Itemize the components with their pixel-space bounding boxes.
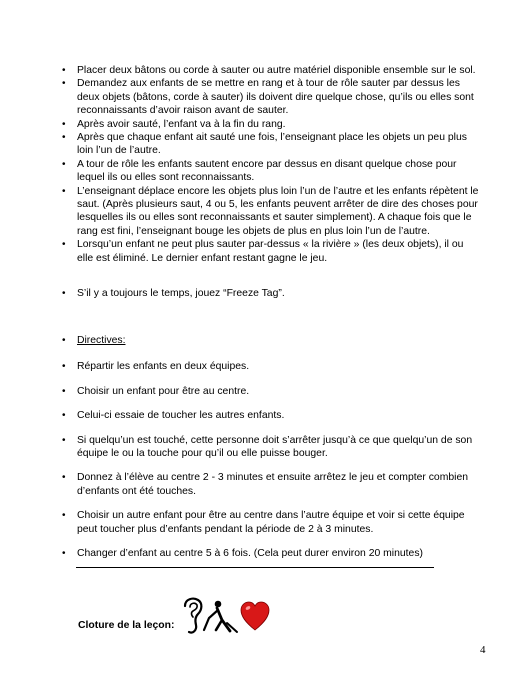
- directives-heading-item: [62, 334, 482, 347]
- list-item: • Changer d’enfant au centre 5 à 6 fois. (Cela peut durer environ 20 minutes): [62, 547, 482, 560]
- list-item: • Placer deux bâtons ou corde à sauter ou autre matériel disponible ensemble sur le sol.: [62, 64, 482, 77]
- list-item: • Si quelqu’un est touché, cette personne doit s’arrêter jusqu’à ce que quelqu’un de son équipe le ou la touche pour qu’il ou elle puisse bouger.: [62, 434, 482, 461]
- list-item: • Lorsqu’un enfant ne peut plus sauter par-dessus « la rivière » (les deux objets), il ou elle est éliminé. Le dernier enfant restant gagne le jeu.: [62, 238, 482, 265]
- extra-time-list: [62, 287, 482, 300]
- horizontal-divider: [76, 567, 434, 568]
- list-item: • Choisir un autre enfant pour être au centre dans l’autre équipe et voir si cette équipe peut toucher plus d’enfants pendant la période de 2 à 3 minutes.: [62, 509, 482, 536]
- ear-icon: [185, 599, 201, 633]
- list-item: • Donnez à l’élève au centre 2 - 3 minutes et ensuite arrêtez le jeu et compter combien d’enfants ont été touches.: [62, 471, 482, 498]
- directives-heading: Directives:: [77, 335, 126, 346]
- activity-steps-list: [62, 64, 482, 265]
- list-item: • S’il y a toujours le temps, jouez “Freeze Tag”.: [62, 287, 482, 300]
- list-item: • Après que chaque enfant ait sauté une fois, l’enseignant place les objets un peu plus loin l’un de l’autre.: [62, 131, 482, 158]
- list-item: • L’enseignant déplace encore les objets plus loin l’un de l’autre et les enfants répètent le saut. (Après plusieurs saut, 4 ou 5, les enfants peuvent arrêter de dire des choses pour lesquelles ils ou elles sont reconnaissants et sauter simplement). A chaque fois que le rang est fini, l’enseignant bouge les objets de plus en plus loin l’un de l’autre.: [62, 185, 482, 239]
- closing-label: Cloture de la leçon:: [78, 620, 175, 631]
- list-item: • Choisir un enfant pour être au centre.: [62, 385, 482, 398]
- list-item: • Après avoir sauté, l’enfant va à la fin du rang.: [62, 118, 482, 131]
- list-item: • Demandez aux enfants de se mettre en rang et à tour de rôle sauter par dessus les deux objets (bâtons, corde à sauter) ils doivent dire quelque chose, qu’ils ou elles sont reconnaissants d’avoir raison avant de sauter.: [62, 77, 482, 117]
- directives-list: [62, 334, 482, 571]
- page-number: 4: [480, 644, 486, 656]
- list-item: • Celui-ci essaie de toucher les autres enfants.: [62, 409, 482, 422]
- closing-icons: [179, 596, 271, 636]
- list-item: • Répartir les enfants en deux équipes.: [62, 360, 482, 373]
- list-item: • A tour de rôle les enfants sautent encore par dessus en disant quelque chose pour lequel ils ou elles sont reconnaissants.: [62, 158, 482, 185]
- heart-icon: [241, 602, 269, 630]
- stretching-figure-icon: [204, 601, 237, 632]
